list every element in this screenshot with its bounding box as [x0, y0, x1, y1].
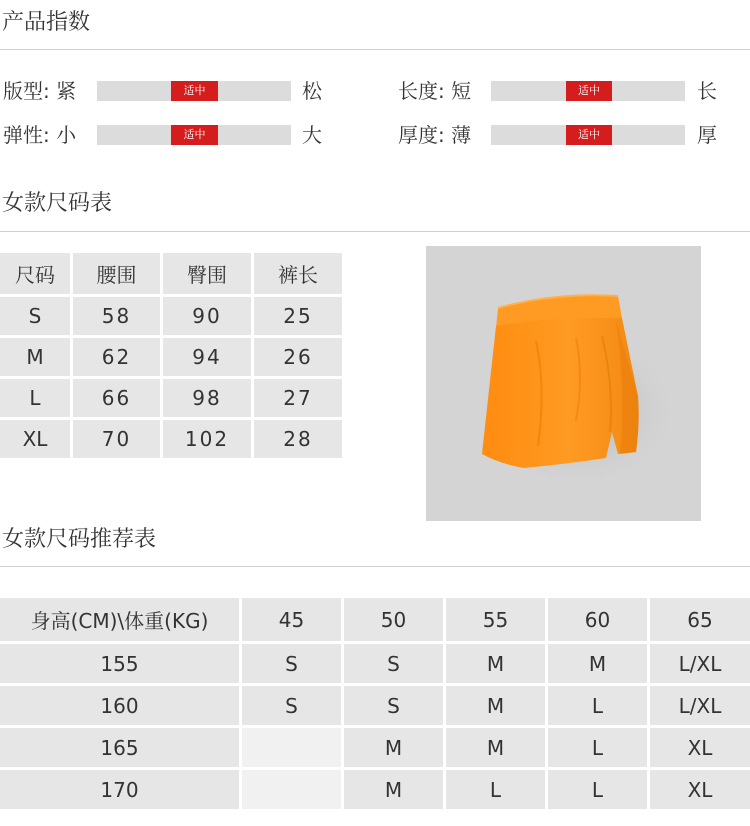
index-row-label: 长度: 短 — [398, 79, 472, 103]
recommend-size-cell: M — [446, 728, 545, 767]
index-row-label: 弹性: 小 — [3, 123, 77, 147]
recommend-size-cell: S — [242, 644, 341, 683]
size-cell: 98 — [163, 379, 251, 417]
size-cell: 62 — [73, 338, 160, 376]
index-high-label: 大 — [302, 123, 322, 147]
size-cell: M — [0, 338, 70, 376]
recommend-size-cell: L — [548, 686, 647, 725]
size-cell: 66 — [73, 379, 160, 417]
size-cell: 26 — [254, 338, 342, 376]
size-cell: 102 — [163, 420, 251, 458]
recommend-height-cell: 155 — [0, 644, 239, 683]
recommend-size-cell — [242, 770, 341, 809]
index-row-label: 厚度: 薄 — [398, 123, 472, 147]
section-title-size-table: 女款尺码表 — [2, 191, 113, 216]
index-marker: 适中 — [566, 125, 612, 145]
recommend-height-cell: 160 — [0, 686, 239, 725]
shorts-illustration — [426, 246, 701, 521]
recommend-weight-header: 45 — [242, 598, 341, 641]
recommend-size-cell: L — [548, 728, 647, 767]
index-marker: 适中 — [171, 81, 218, 101]
recommend-size-cell: M — [548, 644, 647, 683]
recommend-size-cell: M — [446, 686, 545, 725]
recommend-size-cell: L — [548, 770, 647, 809]
section-title-recommend: 女款尺码推荐表 — [2, 527, 157, 552]
size-cell: XL — [0, 420, 70, 458]
recommend-corner-header: 身高(CM)\体重(KG) — [0, 598, 239, 641]
recommend-size-cell: S — [344, 644, 443, 683]
recommend-size-cell: S — [242, 686, 341, 725]
recommend-weight-header: 50 — [344, 598, 443, 641]
recommend-size-cell: XL — [650, 728, 750, 767]
recommend-size-cell: L/XL — [650, 686, 750, 725]
recommend-size-cell: M — [344, 728, 443, 767]
size-cell: 28 — [254, 420, 342, 458]
divider — [0, 49, 750, 50]
recommend-size-cell — [242, 728, 341, 767]
recommend-size-cell: M — [344, 770, 443, 809]
size-header-cell: 腰围 — [73, 253, 160, 294]
index-row-label: 版型: 紧 — [3, 79, 77, 103]
index-marker: 适中 — [566, 81, 612, 101]
index-marker: 适中 — [171, 125, 218, 145]
divider — [0, 566, 750, 567]
recommend-size-cell: L/XL — [650, 644, 750, 683]
index-high-label: 长 — [697, 79, 717, 103]
size-header-cell: 尺码 — [0, 253, 70, 294]
recommend-height-cell: 165 — [0, 728, 239, 767]
size-cell: S — [0, 297, 70, 335]
size-cell: 94 — [163, 338, 251, 376]
size-cell: 90 — [163, 297, 251, 335]
size-cell: 25 — [254, 297, 342, 335]
product-image — [426, 246, 701, 521]
recommend-size-cell: L — [446, 770, 545, 809]
recommend-height-cell: 170 — [0, 770, 239, 809]
size-header-cell: 臀围 — [163, 253, 251, 294]
index-high-label: 松 — [302, 79, 322, 103]
divider — [0, 231, 750, 232]
size-cell: 70 — [73, 420, 160, 458]
size-cell: 58 — [73, 297, 160, 335]
index-high-label: 厚 — [697, 123, 717, 147]
recommend-weight-header: 60 — [548, 598, 647, 641]
recommend-size-cell: M — [446, 644, 545, 683]
size-cell: 27 — [254, 379, 342, 417]
recommend-size-cell: S — [344, 686, 443, 725]
recommend-size-cell: XL — [650, 770, 750, 809]
recommend-weight-header: 55 — [446, 598, 545, 641]
size-header-cell: 裤长 — [254, 253, 342, 294]
recommend-weight-header: 65 — [650, 598, 750, 641]
size-cell: L — [0, 379, 70, 417]
section-title-index: 产品指数 — [2, 10, 91, 35]
